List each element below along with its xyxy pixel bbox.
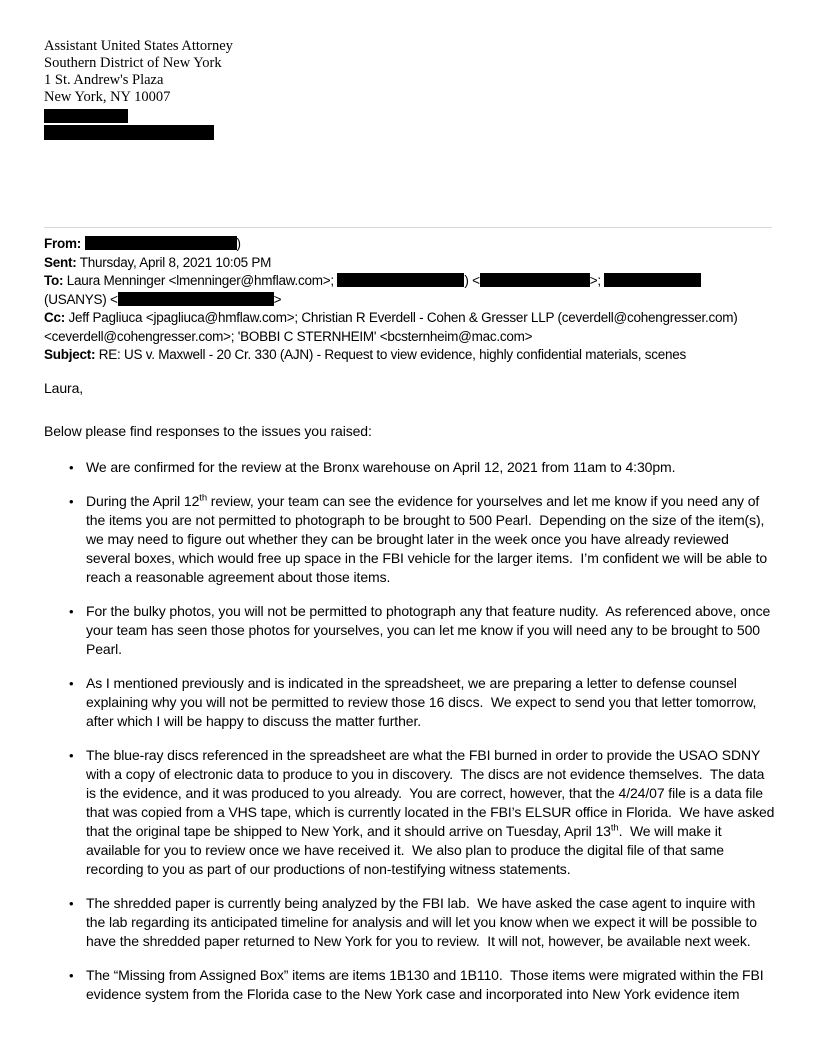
redaction-bar <box>44 109 128 123</box>
bullet-list <box>86 458 779 1004</box>
email-header-line: From: ) <box>44 236 241 251</box>
bullet-item: • For the bulky photos, you will not be permitted to photograph any that feature nudity. As referenced above, once your team has seen those photos for yourselves, you can let me know if you will need any to be brought to 500 Pearl. <box>86 602 776 659</box>
letterhead-line: Southern District of New York <box>44 55 222 71</box>
intro-line: Below please find responses to the issues you raised: <box>44 422 372 439</box>
email-header-line: Cc: Jeff Pagliuca <jpagliuca@hmflaw.com>; Christian R Everdell - Cohen & Gresser LLP (ceverdell@cohengresser.com) <box>44 310 738 325</box>
redaction-bar <box>604 273 701 287</box>
bullet-item: • As I mentioned previously and is indicated in the spreadsheet, we are preparing a letter to defense counsel explaining why you will not be permitted to review those 16 discs. We expect to send you that letter tomorrow, after which I will be happy to discuss the matter further. <box>86 674 776 731</box>
bullet-item: • The shredded paper is currently being analyzed by the FBI lab. We have asked the case agent to inquire with the lab regarding its anticipated timeline for analysis and will let you know when we expect it will be possible to have the shredded paper returned to New York for you to review. It will not, however, be available next week. <box>86 894 776 951</box>
bullet-item: • The “Missing from Assigned Box” items are items 1B130 and 1B110. Those items were migrated within the FBI evidence system from the Florida case to the New York case and incorporated into New York evidence item <box>86 966 776 1004</box>
header-field-label: Sent: <box>44 254 77 270</box>
superscript: th <box>610 821 619 833</box>
email-header-line: Sent: Thursday, April 8, 2021 10:05 PM <box>44 254 272 270</box>
letterhead-line: 1 St. Andrew's Plaza <box>44 72 164 88</box>
bullet-item: • During the April 12th review, your team can see the evidence for yourselves and let me know if you need any of the items you are not permitted to photograph to be brought to 500 Pearl. Depending on the size of the item(s), we may need to figure out whether they can be brought later in the week once you have already reviewed several boxes, which would free up space in the FBI vehicle for the larger items. I’m confident we will be able to reach a reasonable agreement about those items. <box>86 492 776 587</box>
redaction-bar <box>480 273 590 287</box>
letterhead-redactions <box>44 109 772 140</box>
greeting: Laura, <box>44 379 84 396</box>
header-field-label: Subject: <box>44 347 96 362</box>
bullet-item: • We are confirmed for the review at the Bronx warehouse on April 12, 2021 from 11am to 4:30pm. <box>86 458 776 477</box>
letterhead <box>44 38 772 140</box>
email-header-line: (USANYS) < > <box>44 291 282 307</box>
redaction-bar <box>44 125 214 140</box>
email-header <box>44 227 772 365</box>
bullet-item: • The blue-ray discs referenced in the spreadsheet are what the FBI burned in order to provide the USAO SDNY with a copy of electronic data to produce to you in discovery. The discs are not evidence themselves. The data is the evidence, and it was produced to you already. You are correct, however, that the 4/24/07 file is a data file that was copied from a VHS tape, which is currently located in the FBI’s ELSUR office in Florida. We have asked that the original tape be shipped to New York, and it should arrive on Tuesday, April 13th. We will make it available for you to review once we have received it. We also plan to produce the digital file of that same recording to you as part of our productions of non-testifying witness statements. <box>86 746 776 879</box>
header-field-label: From: <box>44 236 81 251</box>
letterhead-line: New York, NY 10007 <box>44 89 171 105</box>
email-header-line: <ceverdell@cohengresser.com>; 'BOBBI C STERNHEIM' <bcsternheim@mac.com> <box>44 328 533 344</box>
redaction-bar <box>118 292 274 306</box>
email-body <box>44 379 779 1004</box>
superscript: th <box>199 491 208 503</box>
header-field-label: Cc: <box>44 310 66 325</box>
header-field-label: To: <box>44 273 64 288</box>
email-header-line: To: Laura Menninger <lmenninger@hmflaw.com>; ) < >; <box>44 272 772 291</box>
letterhead-line: Assistant United States Attorney <box>44 38 233 54</box>
email-header-line: Subject: RE: US v. Maxwell - 20 Cr. 330 (AJN) - Request to view evidence, highly confidential materials, scenes <box>44 347 687 362</box>
redaction-bar <box>85 236 237 250</box>
redaction-bar <box>337 273 464 287</box>
